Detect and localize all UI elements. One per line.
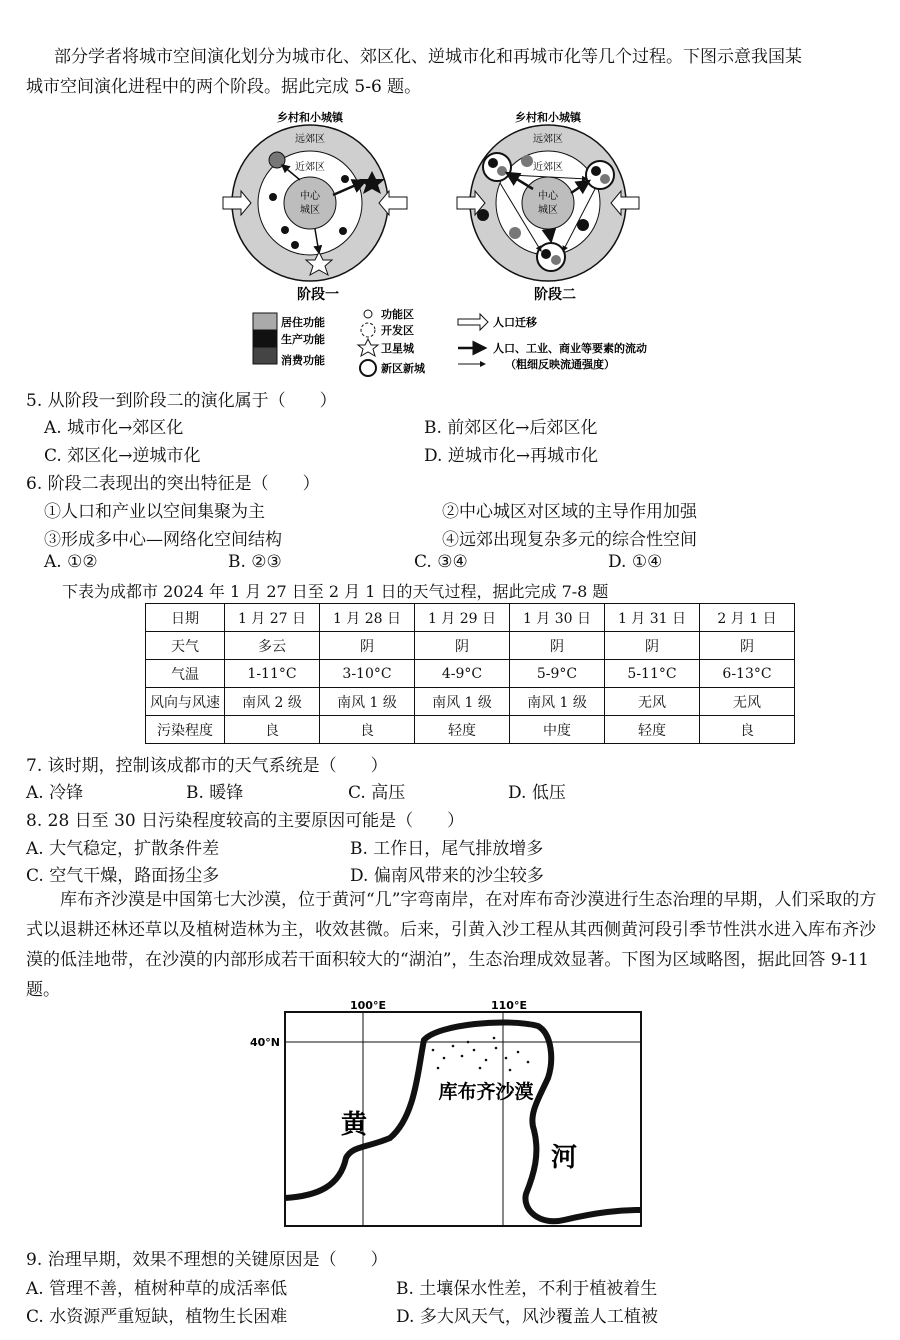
q7-option-b: B. 暖锋: [186, 783, 244, 803]
intro-line-2: 城市空间演化进程中的两个阶段。据此完成 5-6 题。: [26, 77, 422, 97]
intro-line-1: 部分学者将城市空间演化划分为城市化、郊区化、逆城市化和再城市化等几个过程。下图示意我国某: [54, 47, 802, 67]
legend-function-area: 功能区: [381, 308, 414, 321]
weather-table: [145, 603, 795, 744]
weather-table-cell: 1 月 30 日: [510, 604, 605, 632]
weather-table-cell: 多云: [225, 632, 320, 660]
weather-table-cell: 轻度: [415, 716, 510, 744]
q7-option-a: A. 冷锋: [26, 783, 84, 803]
q8-option-b: B. 工作日，尾气排放增多: [350, 839, 544, 859]
weather-table-cell: 4-9°C: [415, 660, 510, 688]
q6-statement-3: ③形成多中心—网络化空间结构: [44, 530, 282, 550]
river-label-he: 河: [550, 1143, 578, 1173]
weather-table-row: [146, 716, 795, 744]
rural-label-2: 乡村和小城镇: [515, 111, 581, 124]
weather-table-cell: 1 月 29 日: [415, 604, 510, 632]
legend-migration: 人口迁移: [493, 316, 537, 329]
weather-table-cell: 日期: [146, 604, 225, 632]
legend-production: 生产功能: [281, 333, 325, 346]
legend-residential: 居住功能: [281, 316, 325, 329]
legend-flow-note: （粗细反映流通强度）: [505, 358, 615, 371]
weather-table-cell: 阴: [605, 632, 700, 660]
weather-table-cell: 天气: [146, 632, 225, 660]
q6-option-c: C. ③④: [414, 552, 468, 572]
center-label-1b: 城区: [300, 205, 320, 216]
legend-new-town: 新区新城: [381, 362, 425, 375]
outer-ring-label-2: 远郊区: [533, 134, 563, 145]
stage-1-label: 阶段一: [297, 287, 339, 303]
weather-table-cell: 中度: [510, 716, 605, 744]
center-label-2b: 城区: [538, 205, 558, 216]
q6-option-b: B. ②③: [228, 552, 282, 572]
weather-table-cell: 良: [700, 716, 795, 744]
weather-table-cell: 3-10°C: [320, 660, 415, 688]
q6-statement-4: ④远郊出现复杂多元的综合性空间: [442, 530, 697, 550]
q7-option-c: C. 高压: [348, 783, 406, 803]
q6-statement-1: ①人口和产业以空间集聚为主: [44, 502, 265, 522]
weather-table-cell: 南风 2 级: [225, 688, 320, 716]
weather-table-cell: 南风 1 级: [320, 688, 415, 716]
weather-table-cell: 6-13°C: [700, 660, 795, 688]
rural-label-1: 乡村和小城镇: [277, 111, 343, 124]
q7-stem: 7. 该时期，控制该成都市的天气系统是（ ）: [26, 756, 388, 776]
q8-option-d: D. 偏南风带来的沙尘较多: [350, 866, 544, 886]
center-label-1a: 中心: [300, 191, 320, 202]
urban-stage-figure: [215, 105, 695, 380]
weather-table-cell: 轻度: [605, 716, 700, 744]
q9-stem: 9. 治理早期，效果不理想的关键原因是（ ）: [26, 1250, 388, 1270]
weather-table-cell: 5-11°C: [605, 660, 700, 688]
legend-satellite: 卫星城: [381, 342, 414, 355]
inner-ring-label-1: 近郊区: [295, 162, 325, 173]
weather-table-cell: 良: [320, 716, 415, 744]
weather-table-cell: 1 月 28 日: [320, 604, 415, 632]
weather-table-cell: 良: [225, 716, 320, 744]
kubuqi-passage: 库布齐沙漠是中国第七大沙漠，位于黄河“几”字弯南岸，在对库布奇沙漠进行生态治理的早期，人们采取的方式以退耕还林还草以及植树造林为主，收效甚微。后来，引黄入沙工程从其西侧黄河段引季节性洪水进入库布齐沙漠的低洼地带，在沙漠的内部形成若干面积较大的“湖泊”，生态治理成效显著。下图为区域略图，据此回答 9-11 题。: [26, 890, 877, 1000]
q5-option-b: B. 前郊区化→后郊区化: [424, 418, 598, 438]
q7-option-d: D. 低压: [508, 783, 566, 803]
table-intro: 下表为成都市 2024 年 1 月 27 日至 2 月 1 日的天气过程，据此完成 7-8 题: [62, 582, 609, 601]
center-label-2a: 中心: [538, 191, 558, 202]
weather-table-cell: 南风 1 级: [415, 688, 510, 716]
weather-table-cell: 1 月 31 日: [605, 604, 700, 632]
weather-table-cell: 无风: [605, 688, 700, 716]
q9-option-b: B. 土壤保水性差，不利于植被着生: [396, 1279, 658, 1299]
q5-option-d: D. 逆城市化→再城市化: [424, 446, 599, 466]
q9-option-c: C. 水资源严重短缺，植物生长困难: [26, 1307, 288, 1327]
desert-label: 库布齐沙漠: [438, 1081, 534, 1103]
weather-table-row: [146, 660, 795, 688]
legend-flow: 人口、工业、商业等要素的流动: [493, 342, 647, 355]
river-label-huang: 黄: [340, 1110, 368, 1140]
q9-option-a: A. 管理不善，植树种草的成活率低: [26, 1279, 288, 1299]
q6-stem: 6. 阶段二表现出的突出特征是（ ）: [26, 474, 320, 494]
stage-2-label: 阶段二: [534, 287, 576, 303]
weather-table-cell: 阴: [510, 632, 605, 660]
q8-stem: 8. 28 日至 30 日污染程度较高的主要原因可能是（ ）: [26, 811, 465, 831]
weather-table-cell: 1 月 27 日: [225, 604, 320, 632]
q8-option-a: A. 大气稳定，扩散条件差: [26, 839, 220, 859]
kubuqi-region-map: [248, 998, 648, 1230]
q6-option-d: D. ①④: [608, 552, 663, 572]
weather-table-cell: 风向与风速: [146, 688, 225, 716]
q9-option-d: D. 多大风天气，风沙覆盖人工植被: [396, 1307, 658, 1327]
weather-table-cell: 南风 1 级: [510, 688, 605, 716]
q6-option-a: A. ①②: [44, 552, 98, 572]
weather-table-cell: 阴: [415, 632, 510, 660]
weather-table-cell: 2 月 1 日: [700, 604, 795, 632]
inner-ring-label-2: 近郊区: [533, 162, 563, 173]
weather-table-cell: 1-11°C: [225, 660, 320, 688]
weather-table-cell: 阴: [700, 632, 795, 660]
legend-consumption: 消费功能: [281, 354, 325, 367]
legend-dev-area: 开发区: [381, 324, 414, 337]
q6-statement-2: ②中心城区对区域的主导作用加强: [442, 502, 697, 522]
weather-table-cell: 污染程度: [146, 716, 225, 744]
lat-40-label: 40°N: [250, 1036, 281, 1049]
weather-table-cell: 气温: [146, 660, 225, 688]
weather-table-cell: 无风: [700, 688, 795, 716]
lon-100-label: 100°E: [350, 999, 386, 1012]
q5-option-a: A. 城市化→郊区化: [44, 418, 184, 438]
weather-table-cell: 阴: [320, 632, 415, 660]
q5-stem: 5. 从阶段一到阶段二的演化属于（ ）: [26, 391, 337, 411]
lon-110-label: 110°E: [491, 999, 527, 1012]
weather-table-row: [146, 688, 795, 716]
weather-table-cell: 5-9°C: [510, 660, 605, 688]
q5-option-c: C. 郊区化→逆城市化: [44, 446, 201, 466]
weather-table-row: [146, 632, 795, 660]
outer-ring-label-1: 远郊区: [295, 134, 325, 145]
q8-option-c: C. 空气干燥，路面扬尘多: [26, 866, 220, 886]
weather-table-row: [146, 604, 795, 632]
